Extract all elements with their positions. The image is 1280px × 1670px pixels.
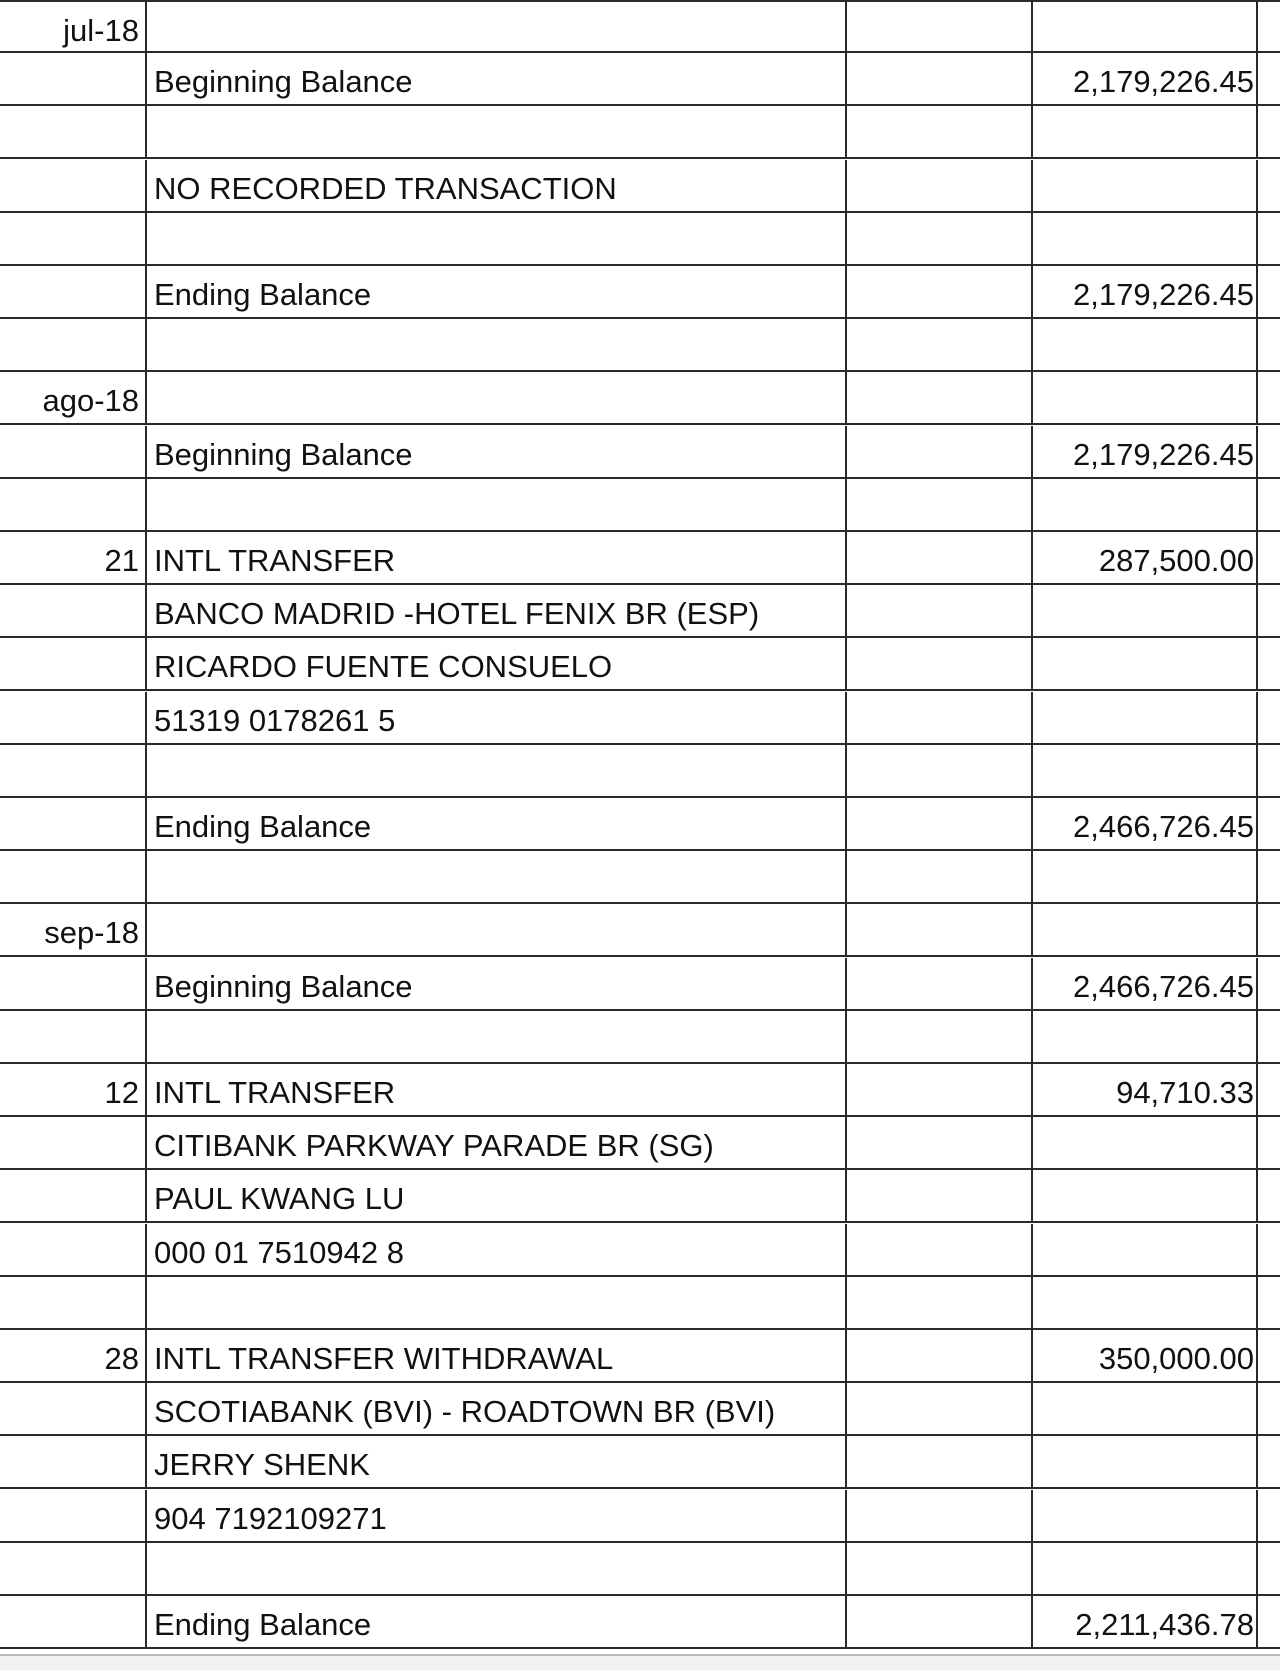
amount-cell[interactable]: 350,000.00 [1033, 1330, 1258, 1381]
date-cell[interactable] [0, 53, 147, 104]
description-cell[interactable] [147, 106, 847, 157]
date-cell[interactable] [0, 1170, 147, 1221]
date-cell[interactable] [0, 745, 147, 796]
date-cell[interactable]: 21 [0, 532, 147, 583]
description-cell[interactable]: Ending Balance [147, 798, 847, 849]
empty-cell[interactable] [1258, 638, 1280, 689]
amount-cell[interactable] [1033, 160, 1258, 211]
empty-cell[interactable] [847, 585, 1033, 636]
table-row [0, 1596, 1280, 1649]
description-cell[interactable]: Beginning Balance [147, 53, 847, 104]
empty-cell[interactable] [1258, 1064, 1280, 1115]
description-cell[interactable]: JERRY SHENK [147, 1436, 847, 1487]
description-cell[interactable]: 51319 0178261 5 [147, 692, 847, 743]
empty-cell[interactable] [1258, 479, 1280, 530]
amount-cell[interactable] [1033, 1490, 1258, 1541]
amount-cell[interactable] [1033, 1436, 1258, 1487]
empty-cell[interactable] [1258, 904, 1280, 955]
empty-cell[interactable] [1258, 1330, 1280, 1381]
amount-cell[interactable] [1033, 1383, 1258, 1434]
description-cell[interactable]: Beginning Balance [147, 426, 847, 477]
description-cell[interactable]: Ending Balance [147, 1596, 847, 1647]
empty-cell[interactable] [847, 1277, 1033, 1328]
table-row [0, 1224, 1280, 1277]
description-cell[interactable]: Beginning Balance [147, 958, 847, 1009]
amount-cell[interactable]: 2,179,226.45 [1033, 266, 1258, 317]
amount-cell[interactable] [1033, 692, 1258, 743]
empty-cell[interactable] [847, 53, 1033, 104]
date-cell[interactable]: ago-18 [0, 372, 147, 423]
table-row [0, 638, 1280, 691]
empty-cell[interactable] [1258, 1436, 1280, 1487]
description-cell[interactable]: INTL TRANSFER WITHDRAWAL [147, 1330, 847, 1381]
amount-cell[interactable] [1033, 106, 1258, 157]
amount-cell[interactable]: 2,179,226.45 [1033, 426, 1258, 477]
empty-cell[interactable] [847, 1224, 1033, 1275]
table-row [0, 958, 1280, 1011]
date-cell[interactable] [0, 1117, 147, 1168]
empty-cell[interactable] [847, 479, 1033, 530]
date-cell[interactable] [0, 160, 147, 211]
amount-cell[interactable] [1033, 213, 1258, 264]
empty-cell[interactable] [1258, 692, 1280, 743]
amount-cell[interactable]: 2,179,226.45 [1033, 53, 1258, 104]
date-cell[interactable] [0, 213, 147, 264]
empty-cell[interactable] [847, 1330, 1033, 1381]
empty-cell[interactable] [1258, 2, 1280, 53]
table-row [0, 904, 1280, 957]
empty-cell[interactable] [847, 2, 1033, 53]
date-cell[interactable] [0, 266, 147, 317]
empty-cell[interactable] [1258, 266, 1280, 317]
empty-cell[interactable] [1258, 1170, 1280, 1221]
description-cell[interactable]: INTL TRANSFER [147, 532, 847, 583]
empty-cell[interactable] [1258, 319, 1280, 370]
empty-cell[interactable] [847, 638, 1033, 689]
table-row [0, 1117, 1280, 1170]
table-row [0, 1543, 1280, 1596]
date-cell[interactable] [0, 106, 147, 157]
date-cell[interactable] [0, 851, 147, 902]
empty-cell[interactable] [1258, 1490, 1280, 1541]
amount-cell[interactable] [1033, 638, 1258, 689]
amount-cell[interactable] [1033, 1543, 1258, 1594]
amount-cell[interactable] [1033, 904, 1258, 955]
empty-cell[interactable] [847, 1064, 1033, 1115]
empty-cell[interactable] [1258, 106, 1280, 157]
date-cell[interactable] [0, 1224, 147, 1275]
table-row [0, 106, 1280, 159]
empty-cell[interactable] [847, 692, 1033, 743]
description-cell[interactable]: INTL TRANSFER [147, 1064, 847, 1115]
table-row [0, 692, 1280, 745]
date-cell[interactable] [0, 1436, 147, 1487]
date-cell[interactable]: 28 [0, 1330, 147, 1381]
table-row [0, 1436, 1280, 1489]
amount-cell[interactable] [1033, 372, 1258, 423]
empty-cell[interactable] [847, 851, 1033, 902]
empty-cell[interactable] [847, 1490, 1033, 1541]
table-row [0, 1383, 1280, 1436]
date-cell[interactable] [0, 1596, 147, 1647]
date-cell[interactable] [0, 1011, 147, 1062]
empty-cell[interactable] [1258, 1277, 1280, 1328]
empty-cell[interactable] [847, 160, 1033, 211]
description-cell[interactable] [147, 1543, 847, 1594]
date-cell[interactable] [0, 585, 147, 636]
description-cell[interactable] [147, 1011, 847, 1062]
amount-cell[interactable] [1033, 1224, 1258, 1275]
date-cell[interactable] [0, 958, 147, 1009]
empty-cell[interactable] [1258, 958, 1280, 1009]
empty-cell[interactable] [847, 1436, 1033, 1487]
empty-cell[interactable] [1258, 1596, 1280, 1647]
date-cell[interactable] [0, 1383, 147, 1434]
table-row [0, 851, 1280, 904]
empty-cell[interactable] [847, 319, 1033, 370]
empty-cell[interactable] [847, 426, 1033, 477]
table-row [0, 426, 1280, 479]
date-cell[interactable] [0, 1543, 147, 1594]
description-cell[interactable]: CITIBANK PARKWAY PARADE BR (SG) [147, 1117, 847, 1168]
table-row [0, 372, 1280, 425]
description-cell[interactable] [147, 372, 847, 423]
table-row [0, 1490, 1280, 1543]
empty-cell[interactable] [847, 1596, 1033, 1647]
date-cell[interactable] [0, 319, 147, 370]
empty-cell[interactable] [847, 266, 1033, 317]
amount-cell[interactable]: 2,211,436.78 [1033, 1596, 1258, 1647]
empty-cell[interactable] [1258, 53, 1280, 104]
amount-cell[interactable] [1033, 2, 1258, 53]
date-cell[interactable] [0, 426, 147, 477]
date-cell[interactable] [0, 798, 147, 849]
description-cell[interactable] [147, 1277, 847, 1328]
table-row [0, 1064, 1280, 1117]
empty-cell[interactable] [1258, 798, 1280, 849]
empty-cell[interactable] [847, 1011, 1033, 1062]
amount-cell[interactable] [1033, 745, 1258, 796]
empty-cell[interactable] [847, 1117, 1033, 1168]
amount-cell[interactable] [1033, 1277, 1258, 1328]
date-cell[interactable]: 12 [0, 1064, 147, 1115]
amount-cell[interactable] [1033, 851, 1258, 902]
table-row [0, 1170, 1280, 1223]
amount-cell[interactable] [1033, 479, 1258, 530]
description-cell[interactable]: RICARDO FUENTE CONSUELO [147, 638, 847, 689]
empty-cell[interactable] [1258, 372, 1280, 423]
empty-cell[interactable] [847, 1383, 1033, 1434]
date-cell[interactable]: jul-18 [0, 2, 147, 53]
amount-cell[interactable] [1033, 585, 1258, 636]
amount-cell[interactable] [1033, 1117, 1258, 1168]
table-row [0, 319, 1280, 372]
empty-cell[interactable] [1258, 1117, 1280, 1168]
empty-cell[interactable] [847, 532, 1033, 583]
description-cell[interactable] [147, 851, 847, 902]
empty-cell[interactable] [1258, 1224, 1280, 1275]
empty-cell[interactable] [1258, 1383, 1280, 1434]
table-row [0, 1277, 1280, 1330]
amount-cell[interactable]: 2,466,726.45 [1033, 798, 1258, 849]
empty-cell[interactable] [847, 106, 1033, 157]
amount-cell[interactable] [1033, 1011, 1258, 1062]
empty-cell[interactable] [847, 958, 1033, 1009]
table-row [0, 53, 1280, 106]
date-cell[interactable] [0, 1490, 147, 1541]
table-row [0, 1011, 1280, 1064]
empty-cell[interactable] [1258, 160, 1280, 211]
description-cell[interactable]: PAUL KWANG LU [147, 1170, 847, 1221]
empty-cell[interactable] [847, 372, 1033, 423]
date-cell[interactable]: sep-18 [0, 904, 147, 955]
date-cell[interactable] [0, 692, 147, 743]
table-row [0, 213, 1280, 266]
description-cell[interactable]: 000 01 7510942 8 [147, 1224, 847, 1275]
date-cell[interactable] [0, 1277, 147, 1328]
description-cell[interactable] [147, 213, 847, 264]
empty-cell[interactable] [1258, 1543, 1280, 1594]
empty-cell[interactable] [847, 1543, 1033, 1594]
empty-cell[interactable] [1258, 1011, 1280, 1062]
description-cell[interactable]: BANCO MADRID -HOTEL FENIX BR (ESP) [147, 585, 847, 636]
table-row [0, 745, 1280, 798]
amount-cell[interactable]: 94,710.33 [1033, 1064, 1258, 1115]
amount-cell[interactable]: 287,500.00 [1033, 532, 1258, 583]
empty-cell[interactable] [1258, 532, 1280, 583]
date-cell[interactable] [0, 479, 147, 530]
description-cell[interactable]: NO RECORDED TRANSACTION [147, 160, 847, 211]
date-cell[interactable] [0, 638, 147, 689]
empty-cell[interactable] [1258, 426, 1280, 477]
amount-cell[interactable] [1033, 319, 1258, 370]
table-row [0, 532, 1280, 585]
table-row [0, 1330, 1280, 1383]
description-cell[interactable]: Ending Balance [147, 266, 847, 317]
description-cell[interactable] [147, 479, 847, 530]
empty-cell[interactable] [847, 745, 1033, 796]
empty-cell[interactable] [847, 798, 1033, 849]
table-row [0, 0, 1280, 53]
empty-cell[interactable] [847, 904, 1033, 955]
table-row [0, 160, 1280, 213]
description-cell[interactable] [147, 745, 847, 796]
table-row [0, 479, 1280, 532]
description-cell[interactable] [147, 2, 847, 53]
empty-cell[interactable] [1258, 213, 1280, 264]
description-cell[interactable]: 904 7192109271 [147, 1490, 847, 1541]
table-row [0, 585, 1280, 638]
empty-cell[interactable] [1258, 585, 1280, 636]
description-cell[interactable] [147, 904, 847, 955]
amount-cell[interactable]: 2,466,726.45 [1033, 958, 1258, 1009]
description-cell[interactable] [147, 319, 847, 370]
table-row [0, 798, 1280, 851]
empty-cell[interactable] [1258, 851, 1280, 902]
empty-cell[interactable] [1258, 745, 1280, 796]
table-row [0, 266, 1280, 319]
empty-cell[interactable] [847, 213, 1033, 264]
description-cell[interactable]: SCOTIABANK (BVI) - ROADTOWN BR (BVI) [147, 1383, 847, 1434]
empty-cell[interactable] [847, 1170, 1033, 1221]
amount-cell[interactable] [1033, 1170, 1258, 1221]
